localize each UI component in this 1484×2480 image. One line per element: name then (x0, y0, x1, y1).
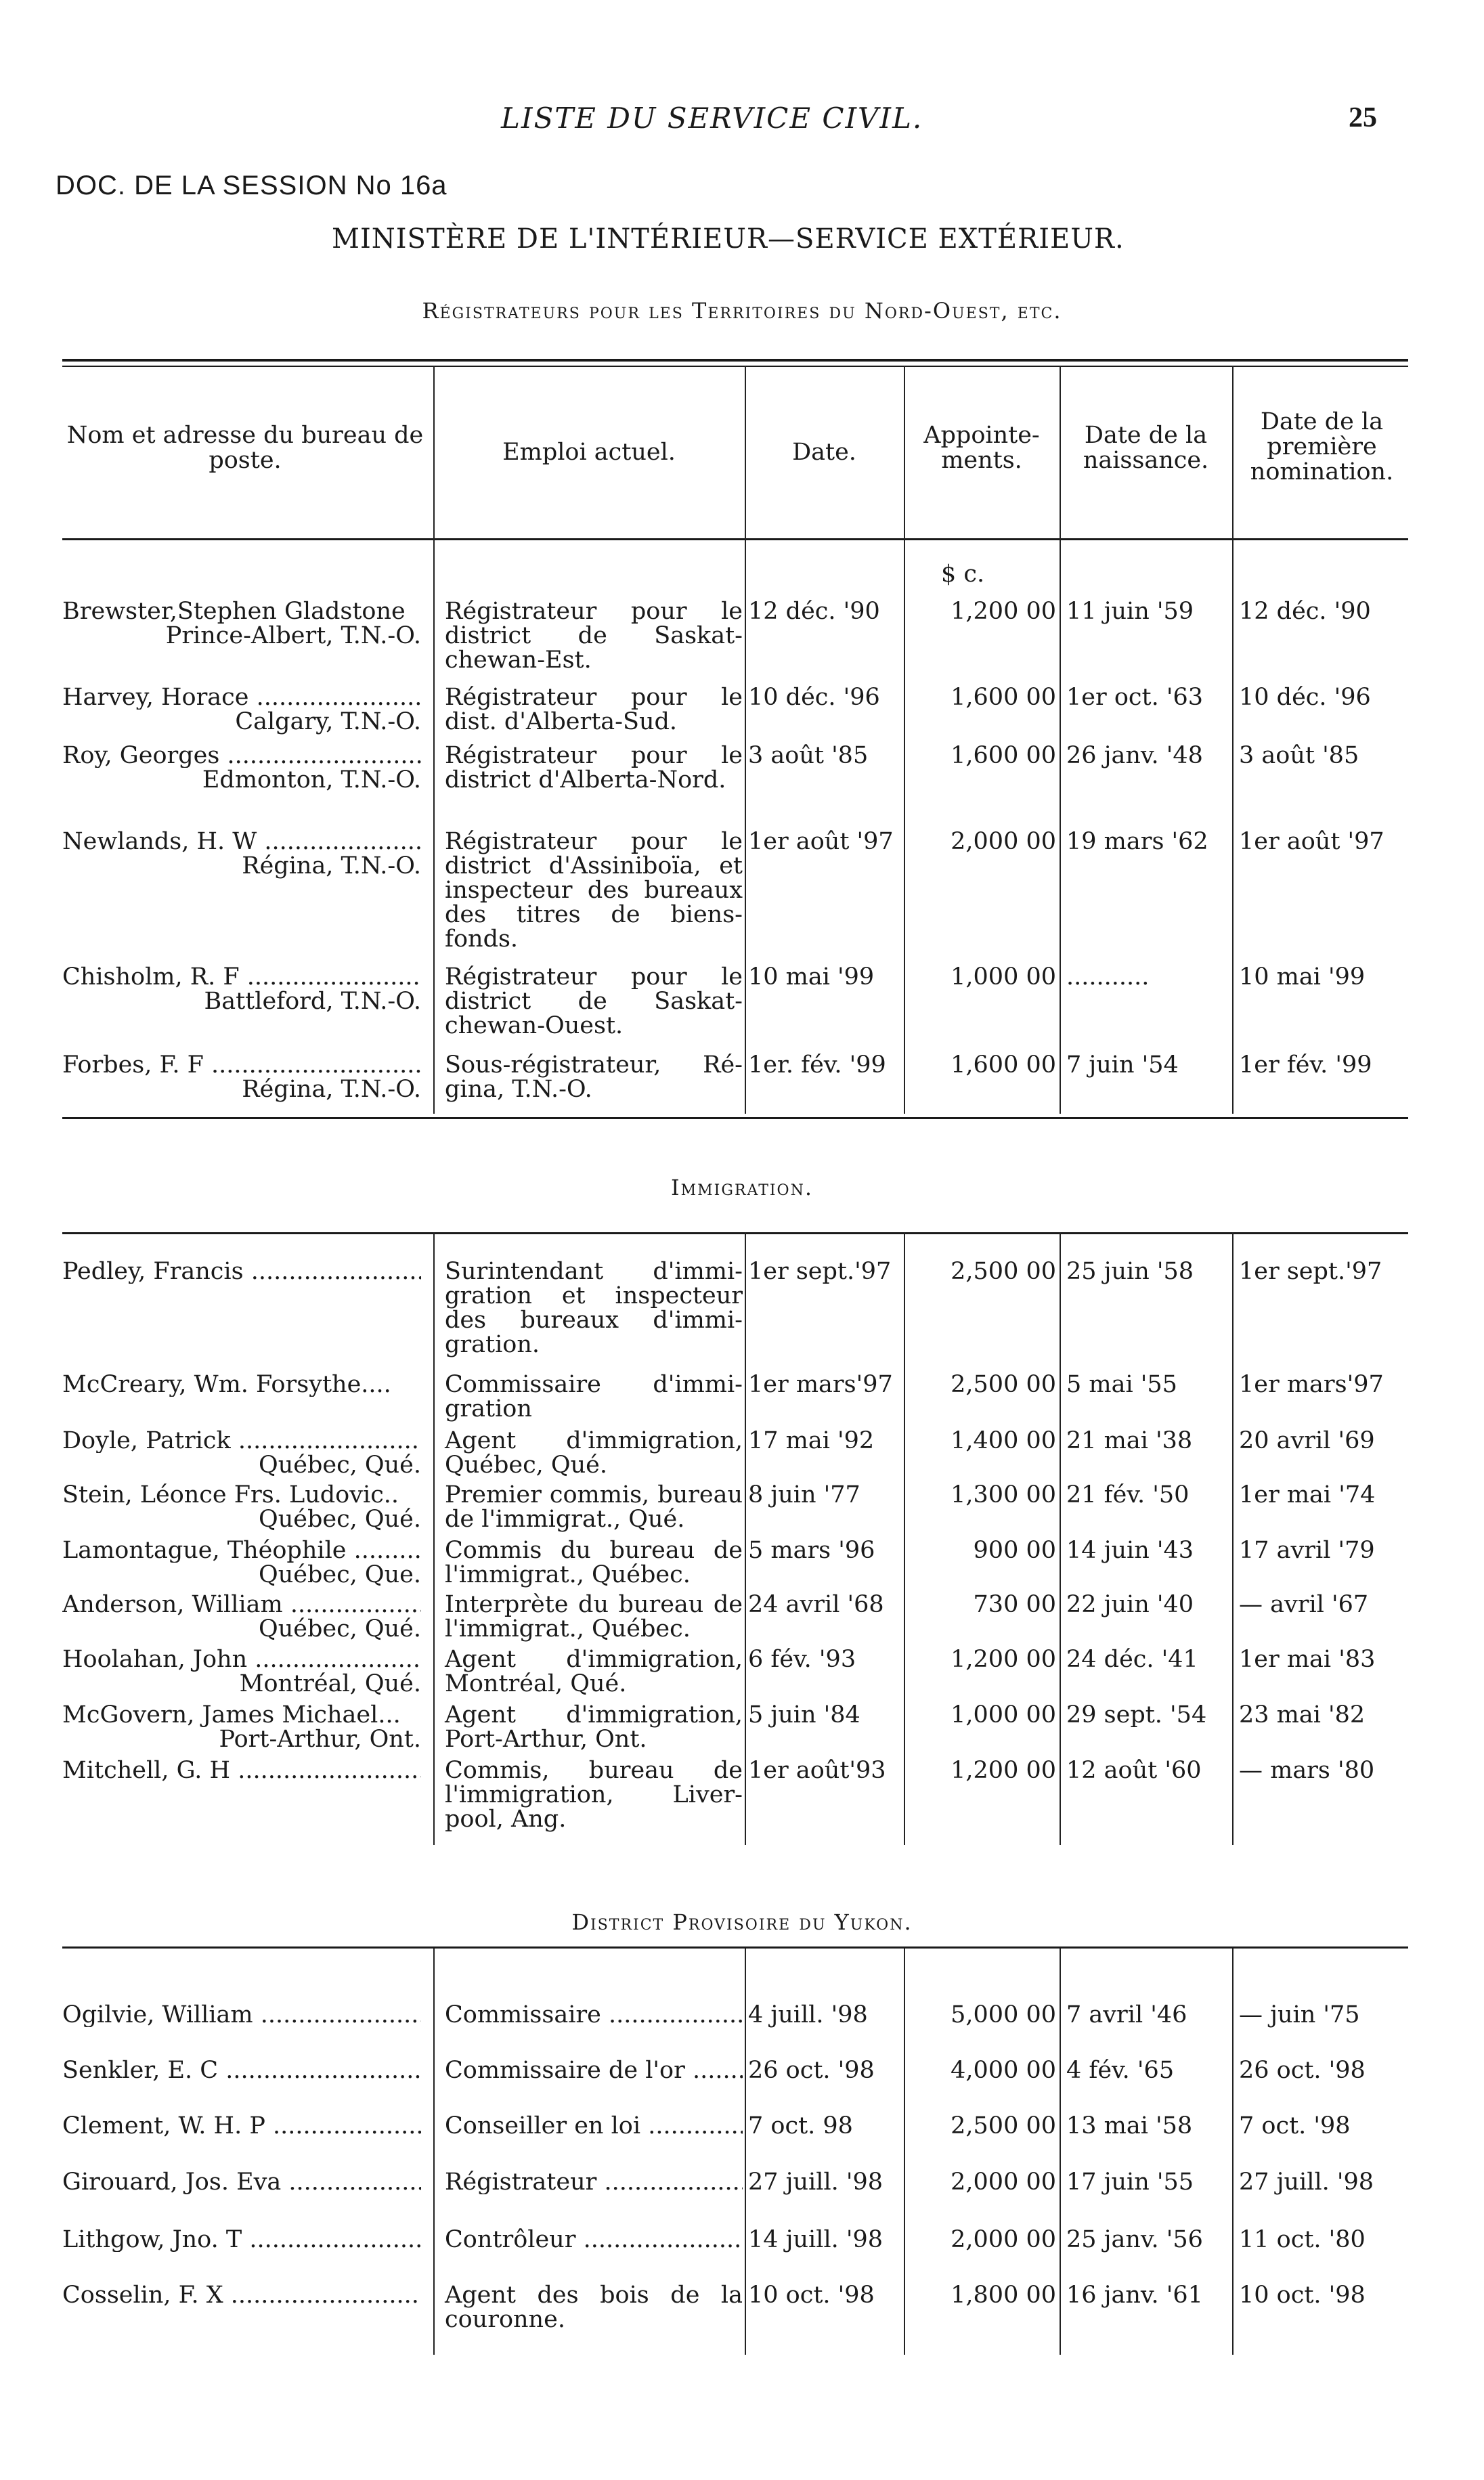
employment: Commis du bureau de l'immigrat., Québec. (445, 1537, 743, 1588)
first-appointment: 3 août '85 (1239, 742, 1359, 769)
first-appointment: 1er août '97 (1239, 828, 1384, 855)
birth-date: 1er oct. '63 (1066, 684, 1203, 711)
name: Girouard, Jos. Eva ..... (62, 2170, 421, 2194)
salary: 900 00 (973, 1537, 1056, 1564)
table-top-rule-thin (62, 366, 1408, 367)
first-appointment: 1er sept.'97 (1239, 1258, 1382, 1285)
birth-date: ........... (1066, 963, 1150, 991)
name: Newlands, H. W ..... (62, 829, 421, 854)
first-appointment: 26 oct. '98 (1239, 2057, 1366, 2084)
employment: Régistrateur pour le district de Saskat-chewan-Est. (445, 598, 743, 674)
birth-date: 7 avril '46 (1066, 2001, 1187, 2028)
date: 24 avril '68 (748, 1591, 884, 1618)
birth-date: 14 juin '43 (1066, 1537, 1194, 1564)
col-header-first-appointment: Date de la première nomination. (1250, 408, 1394, 485)
employment: Commissaire ..... (445, 2003, 743, 2027)
ministry-title: MINISTÈRE DE L'INTÉRIEUR—SERVICE EXTÉRIEUR. (332, 223, 1125, 255)
first-appointment: 10 mai '99 (1239, 963, 1366, 991)
date: 1er. fév. '99 (748, 1051, 886, 1079)
address: Edmonton, T.N.-O. (202, 766, 421, 793)
first-appointment: 17 avril '79 (1239, 1537, 1375, 1564)
employment: Commissaire d'immi-gration (445, 1371, 743, 1422)
date: 27 juill. '98 (748, 2169, 883, 2196)
first-appointment: 7 oct. '98 (1239, 2112, 1351, 2139)
birth-date: 13 mai '58 (1066, 2112, 1193, 2139)
birth-date: 21 mai '38 (1066, 1427, 1193, 1454)
salary: 2,500 00 (951, 1371, 1056, 1398)
employment: Commis, bureau de l'immigration, Liver-pool, Ang. (445, 1757, 743, 1833)
employment: Sous-régistrateur, Ré-gina, T.N.-O. (445, 1051, 743, 1103)
employment: Premier commis, bureau de l'immigrat., Qué. (445, 1481, 743, 1533)
birth-date: 19 mars '62 (1066, 828, 1208, 855)
section-title-yukon: District Provisoire du Yukon. (571, 1909, 913, 1935)
date: 6 fév. '93 (748, 1646, 856, 1673)
date: 12 déc. '90 (748, 598, 880, 625)
doc-reference: DOC. DE LA SESSION No 16a (56, 171, 448, 200)
first-appointment: 12 déc. '90 (1239, 598, 1371, 625)
table-row (0, 1758, 1484, 1840)
salary: 2,500 00 (951, 1258, 1056, 1285)
table-row (0, 1258, 1484, 1358)
date: 10 déc. '96 (748, 684, 880, 711)
salary: 1,400 00 (951, 1427, 1056, 1454)
birth-date: 24 déc. '41 (1066, 1646, 1198, 1673)
name: Anderson, William ..... (62, 1592, 421, 1617)
birth-date: 25 janv. '56 (1066, 2226, 1203, 2253)
first-appointment: 1er fév. '99 (1239, 1051, 1372, 1079)
salary: 1,600 00 (951, 684, 1056, 711)
birth-date: 7 juin '54 (1066, 1051, 1179, 1079)
birth-date: 11 juin '59 (1066, 598, 1194, 625)
immigration-top-rule (62, 1232, 1408, 1234)
address: Prince-Albert, T.N.-O. (165, 622, 421, 649)
table-row (0, 965, 1484, 1046)
date: 1er mars'97 (748, 1371, 893, 1398)
employment: Régistrateur ..... (445, 2170, 743, 2194)
employment: Commissaire de l'or ..... (445, 2058, 743, 2083)
address: Battleford, T.N.-O. (204, 988, 421, 1015)
salary: 1,000 00 (951, 1701, 1056, 1728)
date: 17 mai '92 (748, 1427, 875, 1454)
salary: 1,200 00 (951, 1646, 1056, 1673)
salary: 2,000 00 (951, 828, 1056, 855)
name: McCreary, Wm. Forsythe.... (62, 1372, 391, 1397)
birth-date: 29 sept. '54 (1066, 1701, 1207, 1728)
name: Chisholm, R. F ..... (62, 965, 421, 989)
salary: 2,500 00 (951, 2112, 1056, 2139)
yukon-top-rule (62, 1946, 1408, 1949)
name: Lamontague, Théophile ..... (62, 1538, 421, 1563)
section-title-registrars: Régistrateurs pour les Territoires du Nord-Ouest, etc. (422, 298, 1062, 324)
section-title-immigration: Immigration. (670, 1175, 814, 1200)
first-appointment: — avril '67 (1239, 1591, 1369, 1618)
employment: Agent d'immigration, Québec, Qué. (445, 1427, 743, 1479)
birth-date: 17 juin '55 (1066, 2169, 1194, 2196)
table-row (0, 599, 1484, 680)
date: 7 oct. 98 (748, 2112, 853, 2139)
first-appointment: 10 déc. '96 (1239, 684, 1371, 711)
date: 4 juill. '98 (748, 2001, 868, 2028)
salary: 2,000 00 (951, 2226, 1056, 2253)
birth-date: 5 mai '55 (1066, 1371, 1177, 1398)
name: Cosselin, F. X ..... (62, 2283, 421, 2307)
salary: 1,600 00 (951, 1051, 1056, 1079)
salary: 4,000 00 (951, 2057, 1056, 2084)
date: 5 juin '84 (748, 1701, 860, 1728)
birth-date: 22 juin '40 (1066, 1591, 1194, 1618)
salary: 1,800 00 (951, 2282, 1056, 2309)
birth-date: 16 janv. '61 (1066, 2282, 1203, 2309)
name: McGovern, James Michael... (62, 1703, 401, 1727)
name: Roy, Georges ..... (62, 743, 421, 768)
date: 1er août'93 (748, 1757, 886, 1784)
employment: Surintendant d'immi-gration et inspecteur des bureaux d'immi-gration. (445, 1258, 743, 1358)
address: Québec, Qué. (259, 1506, 421, 1533)
name: Brewster,Stephen Gladstone (62, 599, 406, 624)
col-header-name: Nom et adresse du bureau de poste. (66, 422, 424, 474)
address: Port-Arthur, Ont. (219, 1726, 421, 1753)
table-row (0, 1053, 1484, 1134)
first-appointment: 10 oct. '98 (1239, 2282, 1366, 2309)
date: 3 août '85 (748, 742, 869, 769)
name: Clement, W. H. P ..... (62, 2114, 421, 2138)
employment: Agent d'immigration, Montréal, Qué. (445, 1646, 743, 1697)
address: Régina, T.N.-O. (242, 1076, 421, 1103)
name: Mitchell, G. H ..... (62, 1758, 421, 1783)
salary: 1,000 00 (951, 963, 1056, 991)
col-header-salary: Appointe-ments. (923, 422, 1040, 474)
address: Québec, Qué. (259, 1452, 421, 1479)
section-bottom-rule (62, 1117, 1408, 1119)
address: Régina, T.N.-O. (242, 852, 421, 879)
first-appointment: 1er mai '74 (1239, 1481, 1376, 1508)
address: Montréal, Qué. (239, 1670, 421, 1697)
name: Forbes, F. F ..... (62, 1053, 421, 1077)
date: 14 juill. '98 (748, 2226, 883, 2253)
employment: Contrôleur ..... (445, 2227, 743, 2252)
salary: 1,200 00 (951, 598, 1056, 625)
salary: 730 00 (973, 1591, 1056, 1618)
birth-date: 26 janv. '48 (1066, 742, 1203, 769)
first-appointment: 1er mars'97 (1239, 1371, 1384, 1398)
currency-unit: $ c. (941, 561, 985, 588)
first-appointment: 23 mai '82 (1239, 1701, 1366, 1728)
col-header-employment: Emploi actuel. (502, 439, 676, 466)
employment: Conseiller en loi ..... (445, 2114, 743, 2138)
address: Québec, Qué. (259, 1615, 421, 1643)
employment: Régistrateur pour le district d'Assiniboïa, et inspecteur des bureaux des titres de biens-fonds. (445, 828, 743, 953)
employment: Interprète du bureau de l'immigrat., Québec. (445, 1591, 743, 1643)
birth-date: 25 juin '58 (1066, 1258, 1194, 1285)
employment: Régistrateur pour le district d'Alberta-Nord. (445, 742, 743, 793)
employment: Régistrateur pour le district de Saskat-chewan-Ouest. (445, 963, 743, 1039)
salary: 1,200 00 (951, 1757, 1056, 1784)
running-title: LISTE DU SERVICE CIVIL. (501, 102, 923, 135)
salary: 1,600 00 (951, 742, 1056, 769)
date: 26 oct. '98 (748, 2057, 875, 2084)
col-header-birth: Date de la naissance. (1083, 422, 1209, 474)
salary: 2,000 00 (951, 2169, 1056, 2196)
date: 10 oct. '98 (748, 2282, 875, 2309)
date: 10 mai '99 (748, 963, 875, 991)
first-appointment: — juin '75 (1239, 2001, 1360, 2028)
employment: Agent d'immigration, Port-Arthur, Ont. (445, 1701, 743, 1753)
table-row (0, 743, 1484, 825)
page-number: 25 (1349, 102, 1377, 133)
first-appointment: 11 oct. '80 (1239, 2226, 1366, 2253)
salary: 1,300 00 (951, 1481, 1056, 1508)
table-top-rule (62, 359, 1408, 362)
date: 1er août '97 (748, 828, 894, 855)
date: 5 mars '96 (748, 1537, 875, 1564)
address: Québec, Que. (259, 1561, 421, 1588)
table-row (0, 2283, 1484, 2364)
birth-date: 12 août '60 (1066, 1757, 1202, 1784)
table-row (0, 828, 1484, 953)
first-appointment: 20 avril '69 (1239, 1427, 1375, 1454)
employment: Agent des bois de la couronne. (445, 2282, 743, 2333)
birth-date: 4 fév. '65 (1066, 2057, 1175, 2084)
first-appointment: — mars '80 (1239, 1757, 1375, 1784)
name: Doyle, Patrick ..... (62, 1429, 421, 1453)
col-header-date: Date. (792, 439, 856, 466)
name: Stein, Léonce Frs. Ludovic.. (62, 1483, 399, 1507)
date: 1er sept.'97 (748, 1258, 892, 1285)
employment: Régistrateur pour le dist. d'Alberta-Sud. (445, 684, 743, 735)
name: Hoolahan, John ..... (62, 1647, 421, 1672)
header-bottom-rule (62, 538, 1408, 540)
date: 8 juin '77 (748, 1481, 860, 1508)
name: Senkler, E. C ..... (62, 2058, 421, 2083)
first-appointment: 27 juill. '98 (1239, 2169, 1374, 2196)
name: Lithgow, Jno. T ..... (62, 2227, 421, 2252)
name: Ogilvie, William ..... (62, 2003, 421, 2027)
salary: 5,000 00 (951, 2001, 1056, 2028)
name: Harvey, Horace ..... (62, 685, 421, 710)
name: Pedley, Francis ..... (62, 1259, 421, 1284)
first-appointment: 1er mai '83 (1239, 1646, 1376, 1673)
address: Calgary, T.N.-O. (235, 708, 421, 735)
birth-date: 21 fév. '50 (1066, 1481, 1190, 1508)
